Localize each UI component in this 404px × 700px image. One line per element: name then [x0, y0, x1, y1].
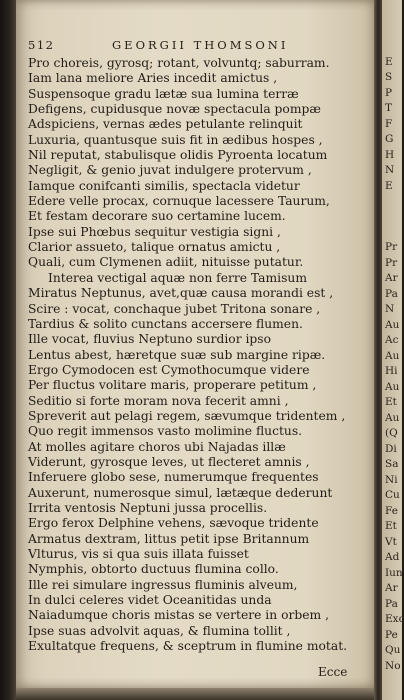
verse-line: Edere velle procax, cornuque lacessere Taurum,: [28, 194, 330, 209]
facing-page-letter: S: [385, 71, 393, 83]
verse-line: In dulci celeres videt Oceanitidas unda: [28, 593, 272, 608]
verse-line: Tardius & solito cunctans accersere flumen.: [28, 316, 303, 331]
catchword: Ecce: [318, 665, 348, 679]
verse-line: Et festam decorare suo certamine lucem.: [28, 209, 286, 224]
facing-page-fragment: [382, 0, 402, 700]
page-bottom-edge: [16, 688, 374, 700]
verse-line: Pro choreis, gyrosq; rotant, volvuntq; saburram.: [28, 56, 330, 70]
facing-page-letter: Pr: [385, 241, 398, 253]
book-gutter: [374, 0, 382, 700]
facing-page-letter: Ad: [385, 551, 400, 563]
facing-page-letter: Cu: [385, 489, 400, 501]
facing-page-letter: Vt: [385, 536, 397, 548]
facing-page-letter: T: [385, 102, 393, 114]
facing-page-letter: Au: [385, 319, 400, 331]
verse-line: Iamque conifcanti similis, spectacla videtur: [28, 178, 300, 193]
verse-line: Interea vectigal aquæ non ferre Tamisum: [48, 270, 307, 285]
verse-line: Spreverit aut pelagi regem, sævumque tridentem ,: [28, 408, 346, 423]
verse-line: Scire : vocat, conchaque jubet Tritona sonare ,: [28, 301, 321, 316]
verse-line: Adspiciens, vernas ædes petulante relinquit: [28, 117, 303, 132]
verse-line: Ergo Cymodocen est Cymothocumque videre: [28, 362, 310, 377]
facing-page-letter: H: [385, 149, 395, 161]
verse-line: Naiadumque choris mistas se vertere in orbem ,: [28, 608, 329, 623]
facing-page-letter: Au: [385, 350, 400, 362]
running-title: GEORGII THOMSONI: [112, 38, 289, 52]
facing-page-letter: Ni: [385, 474, 398, 486]
facing-page-letter: Fe: [385, 505, 398, 517]
facing-page-letter: Pe: [385, 629, 398, 641]
verse-line: Lentus abest, hæretque suæ sub margine ripæ.: [28, 347, 326, 362]
facing-page-letter: P: [385, 87, 393, 99]
verse-line: Seditio si forte moram nova fecerit amni ,: [28, 393, 289, 408]
verse-line: Vlturus, vis si qua suis illata fuisset: [28, 547, 249, 561]
facing-page-letter: Et: [385, 396, 397, 408]
facing-page-letter: Qu: [385, 644, 401, 656]
verse-line: Ergo ferox Delphine vehens, sævoque tridente: [28, 516, 319, 531]
verse-line: Nil reputat, stabulisque olidis Pyroenta locatum: [28, 148, 328, 163]
verse-line: Ipse sui Phœbus sequitur vestigia signi ,: [28, 224, 281, 239]
verse-line: Ille rei simulare ingressus fluminis alveum,: [28, 577, 298, 592]
facing-page-letter: Iun: [385, 567, 403, 579]
verse-text: [28, 56, 374, 654]
verse-line: Suspensoque gradu lætæ sua lumina terræ: [28, 86, 299, 101]
facing-page-letter: Ac: [385, 334, 399, 346]
facing-page-letter: Et: [385, 520, 397, 532]
facing-page-letter: Hi: [385, 365, 398, 377]
verse-line: Exultatque frequens, & sceptrum in flumine motat.: [28, 639, 348, 654]
verse-line: Negligit, & genio juvat indulgere protervum ,: [28, 163, 312, 178]
facing-page-letter: G: [385, 133, 394, 145]
facing-page-letter: E: [385, 180, 393, 192]
verse-line: Luxuria, quantusque suis fit in ædibus hospes ,: [28, 132, 323, 147]
facing-page-letter: (Q: [385, 427, 398, 439]
facing-page-letter: F: [385, 118, 393, 130]
verse-line: Defigens, cupidusque novæ spectacula pompæ: [28, 102, 321, 117]
facing-page-letter: E: [385, 56, 393, 68]
verse-line: Armatus dextram, littus petit ipse Britannum: [28, 531, 310, 546]
facing-page-letter: Pr: [385, 257, 398, 269]
facing-page-letter: Di: [385, 443, 397, 455]
facing-page-letter: Ar: [385, 272, 398, 284]
verse-line: Clarior assueto, talique ornatus amictu ,: [28, 240, 281, 255]
verse-line: Ipse suas advolvit aquas, & flumina tollit ,: [28, 623, 291, 638]
verse-line: Inferuere globo sese, numerumque frequentes: [28, 470, 319, 485]
verse-line: Quo regit immensos vasto molimine fluctus.: [28, 424, 303, 439]
facing-page-letter: Exc: [385, 613, 404, 625]
page-header: [28, 38, 372, 54]
verse-line: Ille vocat, fluvius Neptuno surdior ipso: [28, 332, 272, 347]
verse-line: Per fluctus volitare maris, properare petitum ,: [28, 378, 317, 393]
facing-page-letter: No: [385, 660, 401, 672]
facing-page-letter: N: [385, 303, 395, 315]
verse-line: Auxerunt, numerosque simul, lætæque dederunt: [28, 485, 333, 500]
verse-line: Viderunt, gyrosque leves, ut flecteret amnis ,: [28, 454, 310, 469]
facing-page-letter: N: [385, 164, 395, 176]
verse-line: Miratus Neptunus, avet,quæ causa morandi est ,: [28, 286, 334, 301]
page-number: 512: [28, 38, 55, 52]
facing-page-letter: Pa: [385, 598, 398, 610]
verse-line: Quali, cum Clymenen adiit, nituisse putatur.: [28, 255, 304, 270]
verse-line: Iam lana meliore Aries incedit amictus ,: [28, 71, 278, 86]
facing-page-letter: Sa: [385, 458, 399, 470]
verse-line: At molles agitare choros ubi Najadas illæ: [28, 439, 286, 454]
facing-page-letter: Pa: [385, 288, 398, 300]
facing-page-letter: Ar: [385, 582, 398, 594]
facing-page-letter: Au: [385, 412, 400, 424]
facing-page-letter: Au: [385, 381, 400, 393]
book-left-edge: [0, 0, 16, 700]
verse-line: Irrita ventosis Neptuni jussa procellis.: [28, 500, 268, 515]
verse-line: Nymphis, obtorto ductuus flumina collo.: [28, 562, 279, 577]
